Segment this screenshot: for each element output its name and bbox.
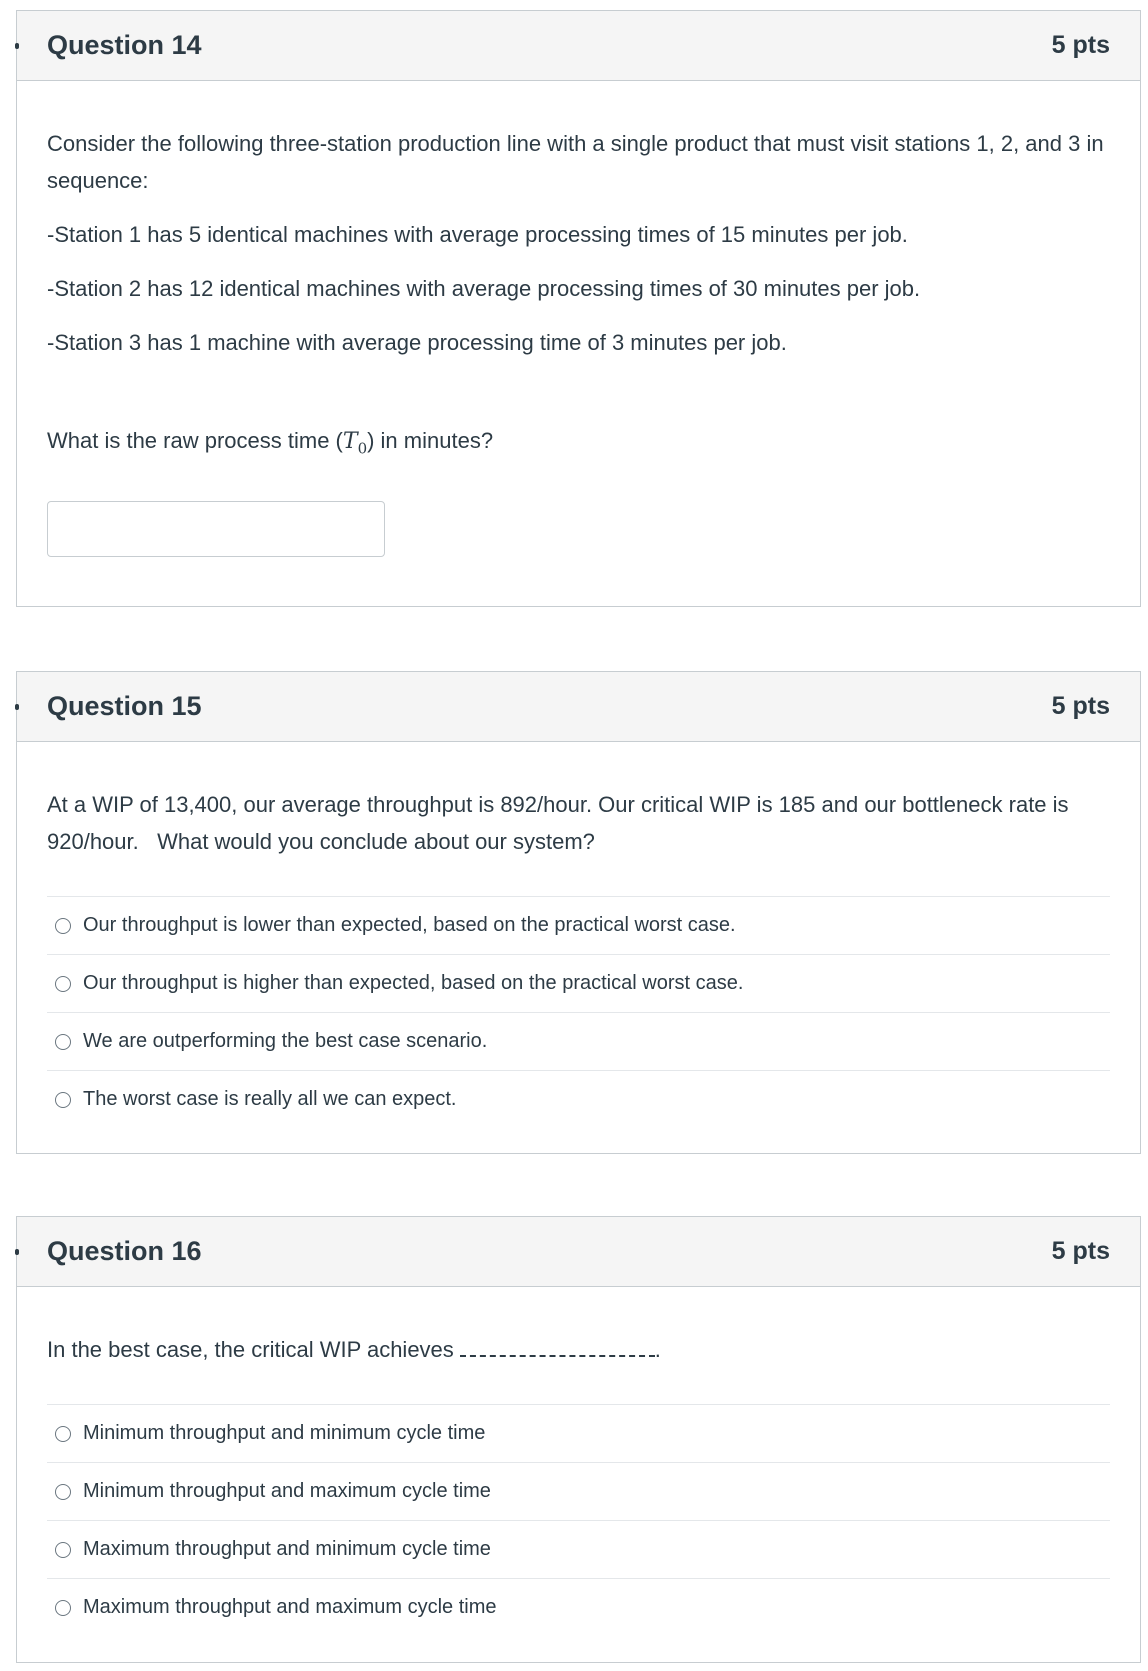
question-points: 5 pts: [1051, 1237, 1110, 1265]
math-variable: [342, 429, 368, 458]
question-title: Question 15: [47, 691, 202, 721]
question-points: 5 pts: [1051, 31, 1110, 59]
question-prompt: [47, 1331, 1110, 1368]
question-title: Question 14: [47, 30, 202, 60]
answer-option[interactable]: [47, 1070, 1110, 1128]
prompt-text-before: What is the raw process time (: [47, 428, 343, 453]
fill-in-blank: [460, 1337, 655, 1357]
answer-option[interactable]: [47, 954, 1110, 1012]
radio-button[interactable]: [55, 1426, 71, 1442]
answer-label: The worst case is really all we can expect.: [83, 1088, 457, 1110]
station-3-text: -Station 3 has 1 machine with average processing time of 3 minutes per job.: [47, 330, 787, 355]
radio-button[interactable]: [55, 1484, 71, 1500]
answer-option[interactable]: [47, 1520, 1110, 1578]
answer-label: Minimum throughput and minimum cycle time: [83, 1422, 486, 1444]
question-16-card: [16, 1216, 1141, 1663]
station-1-text: -Station 1 has 5 identical machines with average processing times of 15 minutes per job.: [47, 222, 908, 247]
question-body: [17, 125, 1140, 557]
answer-input[interactable]: [47, 501, 385, 557]
question-body: [17, 1331, 1140, 1636]
radio-button[interactable]: [55, 1600, 71, 1616]
question-title: Question 16: [47, 1236, 202, 1266]
question-header: [17, 11, 1140, 81]
question-marker: [15, 43, 19, 49]
question-prompt: At a WIP of 13,400, our average throughput is 892/hour. Our critical WIP is 185 and our bottleneck rate is 920/hour. What would you conclude about our system?: [47, 792, 1075, 854]
answer-label: Minimum throughput and maximum cycle time: [83, 1480, 491, 1502]
prompt-end: .: [654, 1337, 661, 1362]
answer-option[interactable]: [47, 1462, 1110, 1520]
station-2-text: -Station 2 has 12 identical machines with average processing times of 30 minutes per job.: [47, 276, 921, 301]
question-marker: [15, 704, 19, 710]
question-header: [17, 1217, 1140, 1287]
answer-option[interactable]: [47, 1578, 1110, 1636]
prompt-text-after: ) in minutes?: [367, 428, 494, 453]
answer-label: Our throughput is higher than expected, based on the practical worst case.: [83, 972, 744, 994]
radio-button[interactable]: [55, 1034, 71, 1050]
math-subscript: 0: [357, 439, 368, 458]
prompt-text: In the best case, the critical WIP achieves: [47, 1337, 454, 1362]
question-14-card: [16, 10, 1141, 607]
question-header: [17, 672, 1140, 742]
answer-list: [47, 896, 1110, 1128]
radio-button[interactable]: [55, 918, 71, 934]
answer-label: Maximum throughput and maximum cycle time: [83, 1596, 497, 1618]
question-body: [17, 786, 1140, 1128]
radio-button[interactable]: [55, 1542, 71, 1558]
answer-list: [47, 1404, 1110, 1636]
answer-label: We are outperforming the best case scenario.: [83, 1030, 488, 1052]
answer-option[interactable]: [47, 896, 1110, 954]
question-marker: [15, 1249, 19, 1255]
answer-label: Maximum throughput and minimum cycle time: [83, 1538, 491, 1560]
radio-button[interactable]: [55, 1092, 71, 1108]
question-points: 5 pts: [1051, 692, 1110, 720]
question-15-card: [16, 671, 1141, 1154]
question-intro: Consider the following three-station production line with a single product that must visit stations 1, 2, and 3 in sequence:: [47, 131, 1104, 193]
answer-option[interactable]: [47, 1012, 1110, 1070]
answer-label: Our throughput is lower than expected, based on the practical worst case.: [83, 914, 736, 936]
question-prompt: [47, 422, 1110, 467]
answer-option[interactable]: [47, 1404, 1110, 1462]
math-var: T: [342, 429, 358, 454]
radio-button[interactable]: [55, 976, 71, 992]
